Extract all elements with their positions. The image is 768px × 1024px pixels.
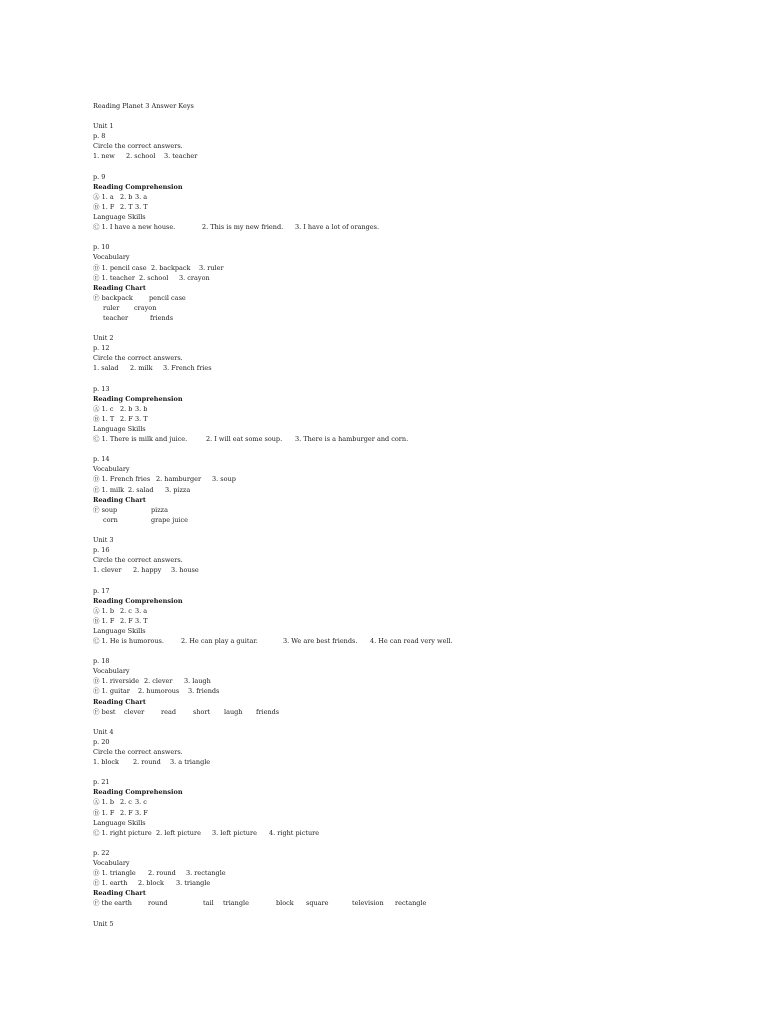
page-number: p. 10 [93,243,110,252]
answer-cell: rectangle [395,899,427,908]
answer-cell: friends [150,313,174,322]
answer-line [93,898,453,908]
answer-line [93,263,453,273]
page-number: p. 22 [93,848,110,857]
page-number: p. 21 [93,778,110,787]
spacer [93,444,453,454]
answer-cell: teacher [103,313,129,322]
answer-cell: 3. c [135,798,147,807]
answer-cell: Reading Chart [93,283,146,292]
answer-cell: 3. triangle [176,879,211,888]
answer-cell: 2. T [120,202,133,211]
answer-cell: Ⓔ 1. milk [93,485,125,494]
spacer [93,717,453,727]
spacer [93,646,453,656]
answer-line [93,202,453,212]
answer-cell: 3. T [135,616,148,625]
answer-cell: 3. a [135,606,148,615]
answer-cell: 3. rectangle [186,869,226,878]
answer-line [93,303,453,313]
answer-cell: Ⓑ 1. F [93,202,115,211]
answer-cell: square [306,899,329,908]
answer-cell: clever [124,707,145,716]
answer-line [93,485,453,495]
answer-cell: 2. school [139,273,169,282]
answer-cell: Ⓑ 1. F [93,808,115,817]
answer-line [93,252,453,262]
spacer [93,575,453,585]
answer-cell: 2. block [138,879,164,888]
answer-cell: Ⓓ 1. triangle [93,869,136,878]
unit-title: Unit 1 [93,122,114,131]
page-number: p. 18 [93,657,110,666]
answer-cell: Ⓒ 1. There is milk and juice. [93,435,188,444]
answer-line [93,565,453,575]
answer-cell: read [161,707,176,716]
spacer [93,909,453,919]
answer-line [93,394,453,404]
answer-line [93,495,453,505]
answer-cell: Ⓐ 1. c [93,404,114,413]
answer-cell: Ⓑ 1. F [93,616,115,625]
answer-cell: Reading Comprehension [93,596,183,605]
answer-line [93,858,453,868]
answer-cell: 3. T [135,414,148,423]
answer-cell: 2. I will eat some soup. [206,435,283,444]
answer-line [93,707,453,717]
answer-cell: 3. F [135,808,148,817]
answer-cell: Circle the correct answers. [93,556,183,565]
answer-line [93,686,453,696]
answer-cell: Ⓕ the earth [93,899,132,908]
answer-cell: 2. b [120,192,133,201]
answer-line [93,747,453,757]
answer-cell: ruler [103,303,120,312]
spacer [93,374,453,384]
answer-cell: Ⓐ 1. b [93,606,114,615]
answer-line [93,151,453,161]
answer-cell: 2. F [120,414,133,423]
answer-line [93,363,453,373]
spacer [93,767,453,777]
answer-cell: Ⓔ 1. teacher [93,273,135,282]
answer-cell: 2. salad [128,485,154,494]
answer-line [93,414,453,424]
answer-cell: 2. round [148,869,176,878]
answer-cell: 1. block [93,758,119,767]
answer-cell: 3. There is a hamburger and corn. [295,435,409,444]
answer-cell: corn [103,515,118,524]
answer-cell: block [276,899,294,908]
answer-line [93,616,453,626]
unit-block [93,121,453,323]
answer-cell: 2. humorous [138,687,180,696]
answer-line [93,828,453,838]
answer-cell: Language Skills [93,626,146,635]
answer-line [93,515,453,525]
answer-cell: 2. hamburger [156,475,202,484]
answer-cell: Ⓑ 1. T [93,414,115,423]
page-number: p. 14 [93,455,110,464]
answer-cell: Circle the correct answers. [93,354,183,363]
answer-line [93,596,453,606]
answer-cell: pencil case [149,293,186,302]
answer-cell: 1. new [93,152,115,161]
answer-line [93,283,453,293]
answer-cell: Ⓕ backpack [93,293,133,302]
unit-block [93,333,453,525]
answer-line [93,192,453,202]
page-number: p. 13 [93,384,110,393]
answer-line [93,222,453,232]
answer-cell: Reading Comprehension [93,788,183,797]
unit-block [93,535,453,717]
answer-cell: Reading Chart [93,697,146,706]
answer-line [93,636,453,646]
answer-cell: Reading Comprehension [93,394,183,403]
answer-cell: Vocabulary [93,465,130,474]
answer-cell: 2. backpack [151,263,191,272]
unit-block [93,919,453,929]
answer-cell: 4. right picture [269,828,320,837]
spacer [93,232,453,242]
answer-cell: 3. a triangle [170,758,211,767]
answer-cell: 1. clever [93,566,122,575]
answer-line [93,757,453,767]
answer-cell: 2. school [126,152,156,161]
answer-cell: 4. He can read very well. [370,636,453,645]
answer-line [93,353,453,363]
answer-line [93,818,453,828]
answer-cell: Ⓓ 1. French fries [93,475,151,484]
answer-cell: 3. T [135,202,148,211]
answer-cell: 3. crayon [179,273,210,282]
answer-cell: Ⓕ soup [93,505,118,514]
answer-cell: 2. left picture [156,828,201,837]
answer-cell: 1. salad [93,364,119,373]
answer-cell: round [148,899,168,908]
answer-cell: Language Skills [93,818,146,827]
answer-line [93,878,453,888]
answer-cell: 3. I have a lot of oranges. [295,223,380,232]
answer-line [93,141,453,151]
answer-line [93,182,453,192]
answer-cell: 2. He can play a guitar. [181,636,258,645]
answer-cell: Language Skills [93,213,146,222]
answer-cell: 3. laugh [184,677,211,686]
answer-cell: laugh [224,707,243,716]
unit-title: Unit 5 [93,919,114,928]
answer-cell: 2. happy [133,566,162,575]
answer-line [93,888,453,898]
answer-cell: 3. We are best friends. [283,636,358,645]
unit-block [93,727,453,909]
answer-cell: Ⓐ 1. b [93,798,114,807]
answer-line [93,424,453,434]
units-container [93,111,453,929]
page-number: p. 8 [93,132,106,141]
answer-cell: Ⓔ 1. earth [93,879,128,888]
answer-line [93,797,453,807]
answer-cell: 2. F [120,616,133,625]
answer-line [93,697,453,707]
answer-cell: 3. soup [212,475,236,484]
spacer [93,162,453,172]
answer-line [93,787,453,797]
answer-cell: Vocabulary [93,667,130,676]
answer-cell: pizza [151,505,168,514]
answer-cell: 2. This is my new friend. [202,223,284,232]
unit-title: Unit 2 [93,334,114,343]
answer-cell: Ⓒ 1. He is humorous. [93,636,164,645]
answer-line [93,212,453,222]
answer-cell: 2. b [120,404,133,413]
answer-line [93,555,453,565]
answer-cell: Ⓒ 1. right picture [93,828,152,837]
spacer [93,838,453,848]
answer-line [93,676,453,686]
answer-line [93,273,453,283]
answer-line [93,474,453,484]
page-number: p. 17 [93,586,110,595]
answer-cell: 3. b [135,404,148,413]
answer-line [93,313,453,323]
answer-cell: Ⓐ 1. a [93,192,114,201]
answer-line [93,808,453,818]
answer-cell: 3. French fries [163,364,212,373]
answer-cell: 3. pizza [165,485,191,494]
answer-line [93,626,453,636]
answer-key-document [93,101,453,929]
answer-line [93,464,453,474]
answer-cell: 2. F [120,808,133,817]
page-number: p. 20 [93,737,110,746]
answer-cell: Ⓓ 1. pencil case [93,263,147,272]
answer-cell: Vocabulary [93,859,130,868]
answer-line [93,505,453,515]
answer-cell: 3. teacher [164,152,198,161]
page-number: p. 16 [93,546,110,555]
answer-line [93,606,453,616]
answer-cell: Language Skills [93,425,146,433]
answer-cell: 2. round [133,758,161,767]
answer-cell: Circle the correct answers. [93,142,183,151]
answer-cell: Ⓕ best [93,707,116,716]
answer-cell: 3. left picture [212,828,257,837]
answer-cell: 3. a [135,192,148,201]
answer-cell: Ⓔ 1. guitar [93,687,130,696]
answer-cell: friends [256,707,280,716]
answer-cell: 2. clever [144,677,173,686]
answer-cell: Ⓒ 1. I have a new house. [93,223,176,232]
answer-cell: television [352,899,384,908]
document-title: Reading Planet 3 Answer Keys [93,102,194,110]
answer-cell: 3. friends [188,687,220,696]
answer-cell: short [193,707,211,716]
answer-cell: triangle [223,899,249,908]
answer-line [93,404,453,414]
answer-cell: Reading Chart [93,495,146,504]
answer-cell: Circle the correct answers. [93,748,183,756]
answer-line [93,434,453,444]
answer-line [93,868,453,878]
answer-cell: 2. c [120,606,132,615]
page-number: p. 9 [93,172,106,181]
unit-title: Unit 4 [93,727,114,736]
answer-line [93,666,453,676]
answer-cell: crayon [134,303,157,312]
answer-cell: Ⓓ 1. riverside [93,677,140,686]
answer-cell: 2. milk [130,364,153,373]
page-number: p. 12 [93,344,110,353]
answer-line [93,293,453,303]
answer-cell: Reading Comprehension [93,182,183,191]
spacer [93,525,453,535]
spacer [93,111,453,121]
answer-cell: grape juice [151,515,188,524]
answer-cell: 2. c [120,798,132,807]
answer-cell: Vocabulary [93,253,130,262]
unit-title: Unit 3 [93,536,114,545]
spacer [93,323,453,333]
answer-cell: 3. house [171,566,199,575]
answer-cell: tail [203,899,214,908]
answer-cell: Reading Chart [93,889,146,898]
answer-cell: 3. ruler [199,263,224,272]
